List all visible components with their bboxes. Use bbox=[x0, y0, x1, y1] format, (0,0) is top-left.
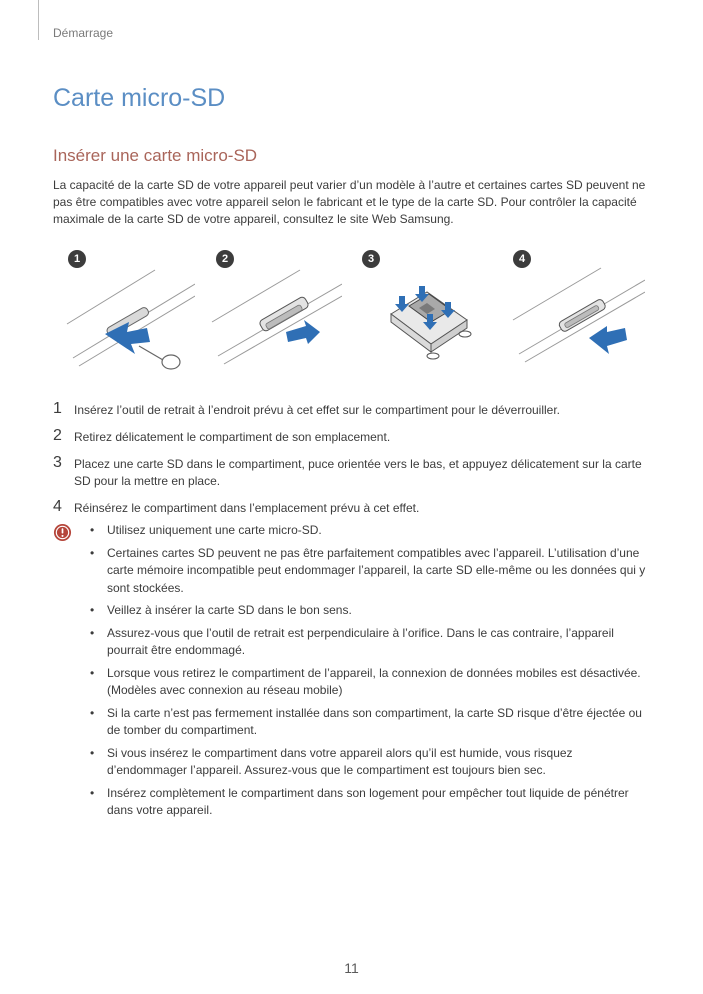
step-text: Insérez l’outil de retrait à l’endroit prévu à cet effet sur le compartiment pour le déverrouiller. bbox=[74, 403, 561, 417]
section-header: Démarrage bbox=[53, 26, 114, 40]
page-number: 11 bbox=[344, 960, 359, 976]
figure-eject-tool bbox=[55, 248, 195, 378]
step-text: Réinsérez le compartiment dans l’emplacement prévu à cet effet. bbox=[74, 501, 420, 515]
step-item bbox=[53, 456, 653, 490]
step-text: Retirez délicatement le compartiment de son emplacement. bbox=[74, 430, 391, 444]
eject-tool-illustration bbox=[55, 262, 195, 378]
intro-paragraph: La capacité de la carte SD de votre appareil peut varier d’un modèle à l’autre et certaines cartes SD peuvent ne pas être compatibles avec votre appareil selon le fabricant et le type de la carte SD. Pour contrôler la capacité maximale de la carte SD de votre appareil, consultez le site Web Samsung. bbox=[53, 178, 646, 226]
step-number: 4 bbox=[53, 498, 62, 515]
step-item bbox=[53, 500, 653, 517]
header-rule bbox=[38, 0, 39, 40]
figure-pull-tray bbox=[202, 248, 342, 378]
step-item bbox=[53, 429, 653, 446]
list-item: • Utilisez uniquement une carte micro-SD. bbox=[90, 522, 650, 540]
list-item: • Si la carte n’est pas fermement installée dans son compartiment, la carte SD risque d’être éjectée ou de tomber du compartiment. bbox=[90, 705, 650, 740]
figure-badge: 3 bbox=[362, 250, 380, 268]
step-number: 3 bbox=[53, 454, 62, 471]
reinsert-tray-illustration bbox=[505, 262, 645, 378]
list-item: • Insérez complètement le compartiment dans son logement pour empêcher tout liquide de pénétrer dans votre appareil. bbox=[90, 785, 650, 820]
figure-badge: 4 bbox=[513, 250, 531, 268]
list-item: • Veillez à insérer la carte SD dans le bon sens. bbox=[90, 602, 650, 620]
figure-place-card bbox=[355, 248, 495, 378]
figure-badge: 1 bbox=[68, 250, 86, 268]
push-arrow-icon bbox=[589, 326, 627, 354]
pull-arrow-icon bbox=[286, 320, 320, 344]
figure-reinsert-tray bbox=[505, 248, 645, 378]
place-card-illustration bbox=[355, 262, 495, 378]
section-subtitle: Insérer une carte micro-SD bbox=[53, 146, 258, 165]
step-text: Placez une carte SD dans le compartiment, puce orientée vers le bas, et appuyez délicatement sur la carte SD pour la mettre en place. bbox=[74, 457, 642, 488]
list-item: • Certaines cartes SD peuvent ne pas être parfaitement compatibles avec l’appareil. L’utilisation d’une carte mémoire incompatible peut endommager l’appareil, la carte SD elle-même ou les données qui y sont stockées. bbox=[90, 545, 650, 598]
list-item: • Si vous insérez le compartiment dans votre appareil alors qu’il est humide, vous risquez d’endommager l’appareil. Assurez-vous que le compartiment est toujours bien sec. bbox=[90, 745, 650, 780]
step-number: 2 bbox=[53, 427, 62, 444]
figure-badge: 2 bbox=[216, 250, 234, 268]
step-item bbox=[53, 402, 653, 419]
page-title: Carte micro-SD bbox=[53, 84, 226, 112]
illustration-row bbox=[55, 248, 655, 378]
caution-icon bbox=[53, 523, 72, 542]
pull-tray-illustration bbox=[202, 262, 342, 378]
steps-list bbox=[53, 402, 653, 527]
list-item: • Lorsque vous retirez le compartiment de l’appareil, la connexion de données mobiles est désactivée. (Modèles avec connexion au réseau mobile) bbox=[90, 665, 650, 700]
step-number: 1 bbox=[53, 400, 62, 417]
caution-list bbox=[90, 522, 650, 825]
list-item: • Assurez-vous que l’outil de retrait est perpendiculaire à l’orifice. Dans le cas contraire, l’appareil pourrait être endommagé. bbox=[90, 625, 650, 660]
